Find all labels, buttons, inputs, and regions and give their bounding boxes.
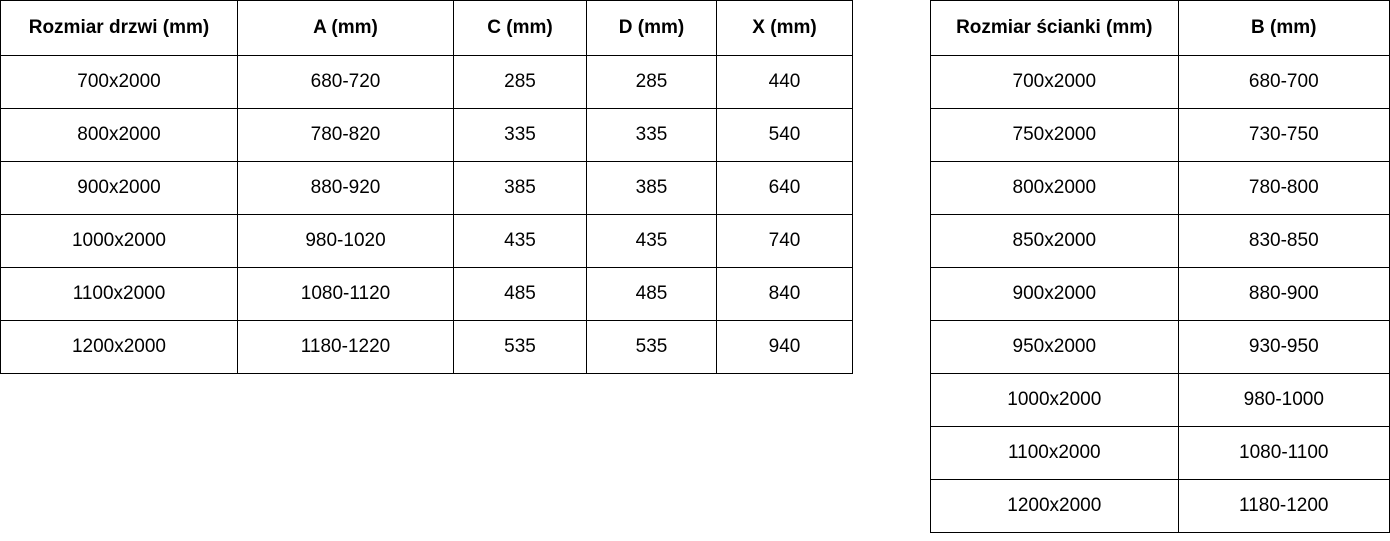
cell-wall-size: 950x2000 <box>931 321 1179 374</box>
cell-a: 680-720 <box>238 56 454 109</box>
cell-wall-size: 1100x2000 <box>931 427 1179 480</box>
column-header-a: A (mm) <box>238 1 454 56</box>
table-row <box>1 215 853 268</box>
table-row <box>931 162 1390 215</box>
cell-b: 780-800 <box>1178 162 1389 215</box>
cell-x: 540 <box>717 109 853 162</box>
cell-a: 980-1020 <box>238 215 454 268</box>
table-row <box>1 321 853 374</box>
cell-wall-size: 1000x2000 <box>931 374 1179 427</box>
doors-dimensions-table <box>0 0 853 374</box>
cell-b: 980-1000 <box>1178 374 1389 427</box>
cell-x: 440 <box>717 56 853 109</box>
cell-a: 1080-1120 <box>238 268 454 321</box>
table-row <box>931 268 1390 321</box>
cell-d: 335 <box>587 109 717 162</box>
table-row <box>1 162 853 215</box>
table-row <box>1 56 853 109</box>
column-header-x: X (mm) <box>717 1 853 56</box>
cell-wall-size: 750x2000 <box>931 109 1179 162</box>
table-header-row <box>1 1 853 56</box>
cell-c: 285 <box>454 56 587 109</box>
table-row <box>931 374 1390 427</box>
cell-x: 940 <box>717 321 853 374</box>
cell-b: 880-900 <box>1178 268 1389 321</box>
column-header-door-size: Rozmiar drzwi (mm) <box>1 1 238 56</box>
doors-table-head <box>1 1 853 56</box>
table-row <box>931 215 1390 268</box>
cell-door-size: 1000x2000 <box>1 215 238 268</box>
wall-table-head <box>931 1 1390 56</box>
column-header-b: B (mm) <box>1178 1 1389 56</box>
cell-a: 1180-1220 <box>238 321 454 374</box>
wall-table-body <box>931 56 1390 533</box>
cell-wall-size: 850x2000 <box>931 215 1179 268</box>
cell-door-size: 900x2000 <box>1 162 238 215</box>
cell-d: 285 <box>587 56 717 109</box>
column-header-wall-size: Rozmiar ścianki (mm) <box>931 1 1179 56</box>
cell-d: 485 <box>587 268 717 321</box>
cell-x: 740 <box>717 215 853 268</box>
column-header-d: D (mm) <box>587 1 717 56</box>
table-row <box>931 321 1390 374</box>
table-row <box>931 427 1390 480</box>
cell-b: 730-750 <box>1178 109 1389 162</box>
table-row <box>931 109 1390 162</box>
cell-x: 640 <box>717 162 853 215</box>
cell-wall-size: 1200x2000 <box>931 480 1179 533</box>
cell-c: 335 <box>454 109 587 162</box>
table-row <box>1 109 853 162</box>
cell-c: 435 <box>454 215 587 268</box>
cell-d: 435 <box>587 215 717 268</box>
cell-c: 385 <box>454 162 587 215</box>
cell-wall-size: 900x2000 <box>931 268 1179 321</box>
column-header-c: C (mm) <box>454 1 587 56</box>
cell-door-size: 800x2000 <box>1 109 238 162</box>
doors-table-body <box>1 56 853 374</box>
cell-door-size: 1100x2000 <box>1 268 238 321</box>
cell-x: 840 <box>717 268 853 321</box>
cell-wall-size: 800x2000 <box>931 162 1179 215</box>
table-row <box>931 480 1390 533</box>
cell-door-size: 700x2000 <box>1 56 238 109</box>
cell-b: 1180-1200 <box>1178 480 1389 533</box>
cell-a: 780-820 <box>238 109 454 162</box>
wall-dimensions-table <box>930 0 1390 533</box>
cell-d: 535 <box>587 321 717 374</box>
cell-wall-size: 700x2000 <box>931 56 1179 109</box>
cell-b: 1080-1100 <box>1178 427 1389 480</box>
cell-c: 535 <box>454 321 587 374</box>
cell-b: 830-850 <box>1178 215 1389 268</box>
cell-b: 680-700 <box>1178 56 1389 109</box>
table-header-row <box>931 1 1390 56</box>
cell-b: 930-950 <box>1178 321 1389 374</box>
table-row <box>931 56 1390 109</box>
cell-c: 485 <box>454 268 587 321</box>
cell-d: 385 <box>587 162 717 215</box>
cell-a: 880-920 <box>238 162 454 215</box>
table-row <box>1 268 853 321</box>
cell-door-size: 1200x2000 <box>1 321 238 374</box>
